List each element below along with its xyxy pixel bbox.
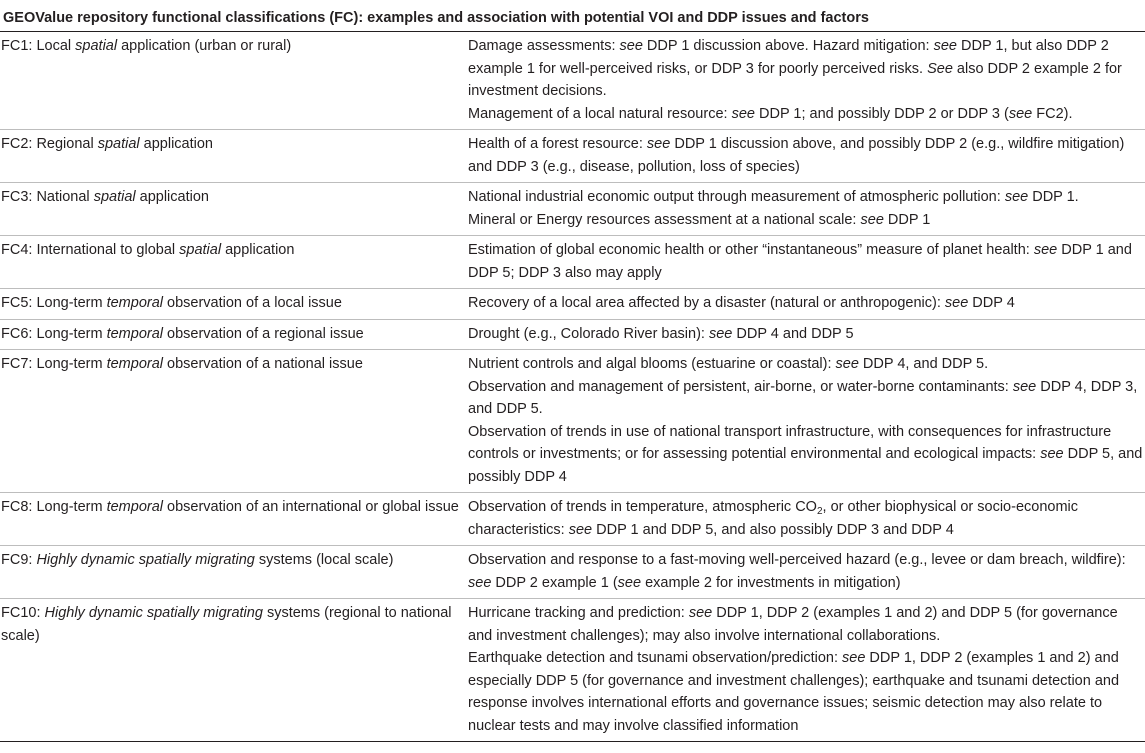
example-text: Hurricane tracking and prediction: see DDP 1, DDP 2 (examples 1 and 2) and DDP 5 (for governance and investment challenges); may also involve international collaborations. xyxy=(468,605,1118,644)
fc-table xyxy=(0,31,1145,742)
fc-cell: FC10: Highly dynamic spatially migrating systems (regional to national scale) xyxy=(0,599,468,742)
example-text: Estimation of global economic health or other “instantaneous” measure of planet health: see DDP 1 and DDP 5; DDP 3 also may apply xyxy=(468,242,1132,281)
fc-cell: FC5: Long-term temporal observation of a local issue xyxy=(0,289,468,320)
example-text: Observation and management of persistent, air-borne, or water-borne contaminants: see DDP 4, DDP 3, and DDP 5. xyxy=(468,378,1138,417)
example-text: Drought (e.g., Colorado River basin): see DDP 4 and DDP 5 xyxy=(468,325,854,342)
table-title: GEOValue repository functional classifications (FC): examples and association with potential VOI and DDP issues and factors xyxy=(3,10,869,26)
example-cell xyxy=(468,236,1145,289)
fc-cell: FC2: Regional spatial application xyxy=(0,130,468,183)
table-row xyxy=(0,493,1145,546)
fc-cell: FC8: Long-term temporal observation of an international or global issue xyxy=(0,493,468,546)
example-text: Earthquake detection and tsunami observation/prediction: see DDP 1, DDP 2 (examples 1 and 2) and especially DDP 5 (for governance and investment challenges); earthquake and tsunami detection and response involves international efforts and governance issues; seismic detection may also relate to nuclear tests and may involve classified information xyxy=(468,650,1120,734)
table-row xyxy=(0,289,1145,320)
example-cell xyxy=(468,546,1145,599)
fc-cell: FC9: Highly dynamic spatially migrating systems (local scale) xyxy=(0,546,468,599)
example-cell xyxy=(468,350,1145,493)
table-row xyxy=(0,599,1145,742)
table-row xyxy=(0,32,1145,130)
example-cell xyxy=(468,599,1145,742)
table-row xyxy=(0,546,1145,599)
fc-cell: FC1: Local spatial application (urban or rural) xyxy=(0,32,468,130)
table-row xyxy=(0,130,1145,183)
example-cell xyxy=(468,319,1145,350)
table-row xyxy=(0,183,1145,236)
fc-cell: FC7: Long-term temporal observation of a national issue xyxy=(0,350,468,493)
example-text: Observation of trends in use of national transport infrastructure, with consequences for infrastructure controls or investments; or for assessing potential environmental and ecological impacts: see DDP 5, and possibly DDP 4 xyxy=(468,423,1143,485)
example-text: Management of a local natural resource: see DDP 1; and possibly DDP 2 or DDP 3 (see FC2). xyxy=(468,105,1073,122)
example-cell xyxy=(468,32,1145,130)
example-cell xyxy=(468,183,1145,236)
example-text: Recovery of a local area affected by a disaster (natural or anthropogenic): see DDP 4 xyxy=(468,295,1015,311)
example-text: Mineral or Energy resources assessment at a national scale: see DDP 1 xyxy=(468,211,931,228)
example-text: Observation and response to a fast-moving well-perceived hazard (e.g., levee or dam breach, wildfire): see DDP 2 example 1 (see example 2 for investments in mitigation) xyxy=(468,552,1126,591)
fc-cell: FC6: Long-term temporal observation of a regional issue xyxy=(0,319,468,350)
example-cell xyxy=(468,130,1145,183)
example-text: Nutrient controls and algal blooms (estuarine or coastal): see DDP 4, and DDP 5. xyxy=(468,356,989,372)
example-text: Observation of trends in temperature, atmospheric $CO_2$, or other biophysical or socio-economic characteristics: see DDP 1 and DDP 5, and also possibly DDP 3 and DDP 4 xyxy=(468,499,1079,538)
fc-cell: FC3: National spatial application xyxy=(0,183,468,236)
fc-cell: FC4: International to global spatial application xyxy=(0,236,468,289)
table-row xyxy=(0,350,1145,493)
example-cell xyxy=(468,493,1145,546)
table-row xyxy=(0,319,1145,350)
example-cell xyxy=(468,289,1145,320)
example-text: Health of a forest resource: see DDP 1 discussion above, and possibly DDP 2 (e.g., wildfire mitigation) and DDP 3 (e.g., disease, pollution, loss of species) xyxy=(468,136,1125,175)
table-row xyxy=(0,236,1145,289)
example-text: Damage assessments: see DDP 1 discussion above. Hazard mitigation: see DDP 1, but also DDP 2 example 1 for well-perceived risks, or DDP 3 for poorly perceived risks. See also DDP 2 example 2 for investment decisions. xyxy=(468,38,1122,99)
example-text: National industrial economic output through measurement of atmospheric pollution: see DDP 1. xyxy=(468,189,1079,205)
